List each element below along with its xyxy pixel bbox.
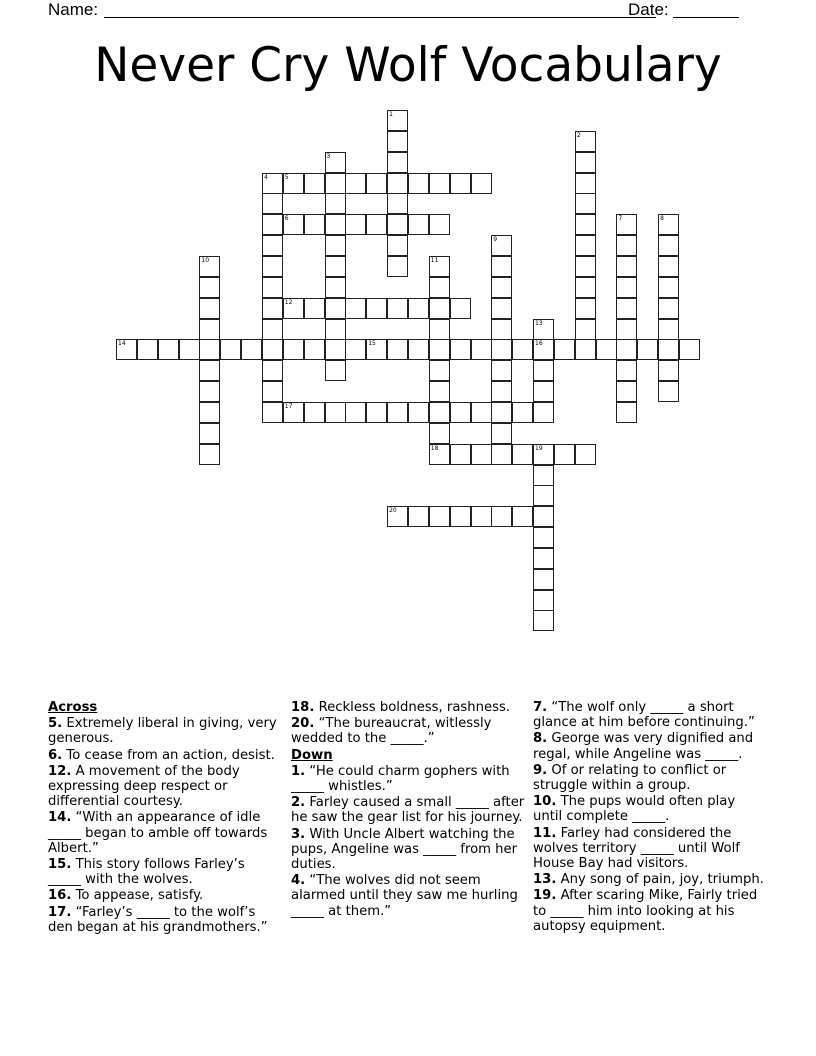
clue-number: 4: [264, 173, 268, 181]
grid-cell[interactable]: [387, 214, 408, 235]
grid-cell[interactable]: [199, 256, 220, 277]
grid-cell[interactable]: [491, 402, 512, 423]
grid-cell[interactable]: [429, 214, 450, 235]
grid-cell[interactable]: [325, 298, 346, 319]
grid-cell[interactable]: [387, 256, 408, 277]
grid-cell[interactable]: [554, 339, 575, 360]
grid-cell[interactable]: [575, 339, 596, 360]
grid-cell[interactable]: [325, 339, 346, 360]
grid-cell[interactable]: [512, 339, 533, 360]
grid-cell[interactable]: [387, 110, 408, 131]
grid-cell[interactable]: [325, 256, 346, 277]
grid-cell[interactable]: [575, 152, 596, 173]
grid-cell[interactable]: [533, 360, 554, 381]
grid-cell[interactable]: [533, 569, 554, 590]
grid-cell[interactable]: [304, 298, 325, 319]
grid-cell[interactable]: [658, 360, 679, 381]
grid-cell[interactable]: [387, 193, 408, 214]
grid-cell[interactable]: [491, 319, 512, 340]
grid-cell[interactable]: [179, 339, 200, 360]
grid-cell[interactable]: [596, 339, 617, 360]
grid-cell[interactable]: [325, 235, 346, 256]
grid-cell[interactable]: [158, 339, 179, 360]
clue-across-5: 5. Extremely liberal in giving, very generous.: [48, 716, 277, 747]
grid-cell[interactable]: [512, 444, 533, 465]
grid-cell[interactable]: [658, 235, 679, 256]
grid-cell[interactable]: [262, 402, 283, 423]
grid-cell[interactable]: [199, 298, 220, 319]
grid-cell[interactable]: [345, 402, 366, 423]
grid-cell[interactable]: [450, 298, 471, 319]
grid-cell[interactable]: [387, 506, 408, 527]
grid-cell[interactable]: [429, 360, 450, 381]
clues-column-3: [533, 700, 765, 935]
clue-number: 5: [284, 173, 289, 181]
grid-cell[interactable]: [491, 506, 512, 527]
clue-number: 14: [118, 340, 126, 348]
grid-cell[interactable]: [304, 173, 325, 194]
grid-cell[interactable]: [325, 277, 346, 298]
grid-cell[interactable]: [429, 423, 450, 444]
grid-cell[interactable]: [429, 319, 450, 340]
grid-cell[interactable]: [554, 444, 575, 465]
grid-cell[interactable]: [345, 214, 366, 235]
grid-cell[interactable]: [199, 277, 220, 298]
grid-cell[interactable]: [116, 339, 137, 360]
grid-cell[interactable]: [262, 381, 283, 402]
grid-cell[interactable]: [325, 173, 346, 194]
grid-cell[interactable]: [616, 319, 637, 340]
clue-number: 18: [430, 444, 439, 452]
grid-cell[interactable]: [533, 381, 554, 402]
grid-cell[interactable]: [366, 214, 387, 235]
clue-number: 3: [326, 152, 331, 160]
grid-cell[interactable]: [262, 256, 283, 277]
clue-number: 8: [660, 215, 664, 223]
grid-cell[interactable]: [325, 319, 346, 340]
grid-cell[interactable]: [199, 319, 220, 340]
clue-number: 20: [389, 507, 397, 515]
clue-down-4: 4. “The wolves did not seem alarmed until they saw me hurling _____ at them.”: [291, 873, 518, 919]
grid-cell[interactable]: [450, 173, 471, 194]
clue-across-20: 20. “The bureaucrat, witlessly wedded to the _____.”: [291, 716, 492, 747]
grid-cell[interactable]: [575, 131, 596, 152]
date-label: Date:: [628, 0, 669, 19]
grid-cell[interactable]: [491, 298, 512, 319]
grid-cell[interactable]: [616, 381, 637, 402]
grid-cell[interactable]: [262, 193, 283, 214]
grid-cell[interactable]: [325, 214, 346, 235]
clue-down-10: 10. The pups would often play until complete _____.: [533, 794, 736, 825]
grid-cell[interactable]: [262, 277, 283, 298]
grid-cell[interactable]: [616, 298, 637, 319]
grid-cell[interactable]: [450, 506, 471, 527]
grid-cell[interactable]: [262, 339, 283, 360]
grid-cell[interactable]: [616, 256, 637, 277]
name-field[interactable]: [104, 17, 656, 18]
grid-cell[interactable]: [471, 173, 492, 194]
clue-down-2: 2. Farley caused a small _____ after he saw the gear list for his journey.: [291, 795, 525, 826]
grid-cell[interactable]: [512, 402, 533, 423]
grid-cell[interactable]: [199, 339, 220, 360]
grid-cell[interactable]: [533, 506, 554, 527]
grid-cell[interactable]: [283, 173, 304, 194]
grid-cell[interactable]: [575, 277, 596, 298]
grid-cell[interactable]: [199, 444, 220, 465]
grid-cell[interactable]: [241, 339, 262, 360]
grid-cell[interactable]: [325, 402, 346, 423]
grid-cell[interactable]: [616, 339, 637, 360]
grid-cell[interactable]: [575, 444, 596, 465]
grid-cell[interactable]: [137, 339, 158, 360]
grid-cell[interactable]: [387, 235, 408, 256]
clue-across-17: 17. “Farley’s _____ to the wolf’s den began at his grandmothers.”: [48, 904, 268, 935]
clue-number: 17: [284, 402, 293, 410]
grid-cell[interactable]: [366, 298, 387, 319]
grid-cell[interactable]: [408, 506, 429, 527]
grid-cell[interactable]: [533, 485, 554, 506]
grid-cell[interactable]: [491, 235, 512, 256]
page-title: Never Cry Wolf Vocabulary: [94, 38, 722, 93]
grid-cell[interactable]: [471, 402, 492, 423]
name-label: Name:: [48, 0, 99, 19]
clues-column-1: [48, 700, 278, 936]
grid-cell[interactable]: [429, 173, 450, 194]
grid-cell[interactable]: [491, 256, 512, 277]
grid-cell[interactable]: [575, 193, 596, 214]
grid-cell[interactable]: [533, 319, 554, 340]
grid-cell[interactable]: [679, 339, 700, 360]
grid-cell[interactable]: [262, 319, 283, 340]
grid-cell[interactable]: [304, 214, 325, 235]
grid-cell[interactable]: [429, 339, 450, 360]
grid-cell[interactable]: [429, 381, 450, 402]
grid-cell[interactable]: [512, 506, 533, 527]
clue-down-13: 13. Any song of pain, joy, triumph.: [533, 872, 764, 888]
clue-down-3: 3. With Uncle Albert watching the pups, Angeline was _____ from her duties.: [291, 826, 518, 873]
grid-cell[interactable]: [450, 444, 471, 465]
grid-cell[interactable]: [199, 402, 220, 423]
grid-cell[interactable]: [408, 339, 429, 360]
grid-cell[interactable]: [533, 527, 554, 548]
grid-cell[interactable]: [304, 339, 325, 360]
grid-cell[interactable]: [429, 277, 450, 298]
grid-cell[interactable]: [262, 214, 283, 235]
grid-cell[interactable]: [533, 610, 554, 631]
grid-cell[interactable]: [387, 131, 408, 152]
grid-cell[interactable]: [283, 298, 304, 319]
grid-cell[interactable]: [658, 339, 679, 360]
clue-down-8: 8. George was very dignified and regal, while Angeline was _____.: [533, 731, 754, 762]
grid-cell[interactable]: [262, 235, 283, 256]
grid-cell[interactable]: [658, 277, 679, 298]
clue-across-12: 12. A movement of the body expressing deep respect or differential courtesy.: [48, 763, 240, 810]
grid-cell[interactable]: [658, 256, 679, 277]
grid-cell[interactable]: [387, 152, 408, 173]
grid-cell[interactable]: [220, 339, 241, 360]
grid-cell[interactable]: [616, 235, 637, 256]
clue-across-14: 14. “With an appearance of idle _____ began to amble off towards Albert.”: [48, 810, 268, 856]
grid-cell[interactable]: [408, 173, 429, 194]
grid-cell[interactable]: [387, 402, 408, 423]
grid-cell[interactable]: [575, 256, 596, 277]
grid-cell[interactable]: [533, 590, 554, 611]
grid-cell[interactable]: [491, 360, 512, 381]
grid-cell[interactable]: [199, 381, 220, 402]
grid-cell[interactable]: [658, 214, 679, 235]
clue-down-9: 9. Of or relating to conflict or struggle within a group.: [533, 762, 727, 794]
grid-cell[interactable]: [345, 339, 366, 360]
grid-cell[interactable]: [429, 506, 450, 527]
clue-number: 13: [535, 319, 543, 327]
grid-cell[interactable]: [387, 339, 408, 360]
grid-cell[interactable]: [408, 298, 429, 319]
clue-down-19: 19. After scaring Mike, Fairly tried to _____ him into looking at his autopsy equipment.: [533, 888, 758, 934]
grid-cell[interactable]: [429, 298, 450, 319]
down-heading: Down: [291, 747, 333, 763]
grid-cell[interactable]: [325, 193, 346, 214]
grid-cell[interactable]: [429, 402, 450, 423]
grid-cell[interactable]: [387, 173, 408, 194]
grid-cell[interactable]: [616, 402, 637, 423]
grid-cell[interactable]: [199, 423, 220, 444]
grid-cell[interactable]: [658, 298, 679, 319]
clue-number: 16: [535, 340, 543, 348]
grid-cell[interactable]: [408, 214, 429, 235]
grid-cell[interactable]: [345, 298, 366, 319]
clue-across-16: 16. To appease, satisfy.: [48, 888, 204, 904]
grid-cell[interactable]: [325, 152, 346, 173]
clue-number: 1: [389, 111, 393, 118]
clue-number: 12: [284, 298, 293, 306]
grid-cell[interactable]: [471, 339, 492, 360]
clues-column-2: [291, 700, 529, 920]
grid-cell[interactable]: [533, 444, 554, 465]
clue-number: 9: [493, 236, 498, 244]
grid-cell[interactable]: [325, 360, 346, 381]
grid-cell[interactable]: [616, 360, 637, 381]
grid-cell[interactable]: [575, 173, 596, 194]
grid-cell[interactable]: [429, 444, 450, 465]
grid-cell[interactable]: [387, 298, 408, 319]
grid-cell[interactable]: [262, 360, 283, 381]
clue-number: 7: [618, 215, 623, 223]
clue-number: 2: [576, 131, 581, 139]
grid-cell[interactable]: [491, 277, 512, 298]
grid-cell[interactable]: [533, 339, 554, 360]
grid-cell[interactable]: [429, 256, 450, 277]
clue-number: 15: [368, 340, 376, 348]
grid-cell[interactable]: [575, 298, 596, 319]
clue-number: 10: [201, 257, 210, 264]
grid-cell[interactable]: [262, 173, 283, 194]
across-heading: Across: [48, 700, 98, 715]
grid-cell[interactable]: [450, 402, 471, 423]
grid-cell[interactable]: [366, 173, 387, 194]
grid-cell[interactable]: [366, 402, 387, 423]
grid-cell[interactable]: [637, 339, 658, 360]
grid-cell[interactable]: [450, 339, 471, 360]
grid-cell[interactable]: [304, 402, 325, 423]
grid-cell[interactable]: [658, 381, 679, 402]
grid-cell[interactable]: [616, 214, 637, 235]
clue-number: 11: [430, 257, 439, 264]
grid-cell[interactable]: [491, 339, 512, 360]
grid-cell[interactable]: [616, 277, 637, 298]
grid-cell[interactable]: [366, 339, 387, 360]
grid-cell[interactable]: [658, 319, 679, 340]
clue-down-1: 1. “He could charm gophers with _____ whistles.”: [291, 763, 510, 795]
grid-cell[interactable]: [491, 381, 512, 402]
clue-down-11: 11. Farley had considered the wolves territory _____ until Wolf House Bay had visitors.: [533, 825, 740, 872]
clue-across-18: 18. Reckless boldness, rashness.: [291, 700, 511, 715]
grid-cell[interactable]: [575, 319, 596, 340]
clue-across-15: 15. This story follows Farley’s _____ with the wolves.: [48, 857, 245, 888]
grid-cell[interactable]: [575, 235, 596, 256]
grid-cell[interactable]: [262, 298, 283, 319]
grid-cell[interactable]: [283, 214, 304, 235]
grid-cell[interactable]: [533, 465, 554, 486]
grid-cell[interactable]: [283, 402, 304, 423]
grid-cell[interactable]: [471, 444, 492, 465]
grid-cell[interactable]: [283, 339, 304, 360]
clue-across-6: 6. To cease from an action, desist.: [48, 747, 275, 763]
clue-number: 19: [535, 444, 543, 452]
grid-cell[interactable]: [491, 423, 512, 444]
grid-cell[interactable]: [345, 173, 366, 194]
grid-cell[interactable]: [471, 506, 492, 527]
header: [48, 0, 748, 22]
date-field[interactable]: [673, 17, 739, 18]
grid-cell[interactable]: [533, 402, 554, 423]
grid-cell[interactable]: [199, 360, 220, 381]
grid-cell[interactable]: [491, 444, 512, 465]
grid-cell[interactable]: [408, 402, 429, 423]
clue-number: 6: [284, 215, 289, 223]
grid-cell[interactable]: [575, 214, 596, 235]
grid-cell[interactable]: [533, 548, 554, 569]
clue-down-7: 7. “The wolf only _____ a short glance at him before continuing.”: [533, 700, 755, 731]
